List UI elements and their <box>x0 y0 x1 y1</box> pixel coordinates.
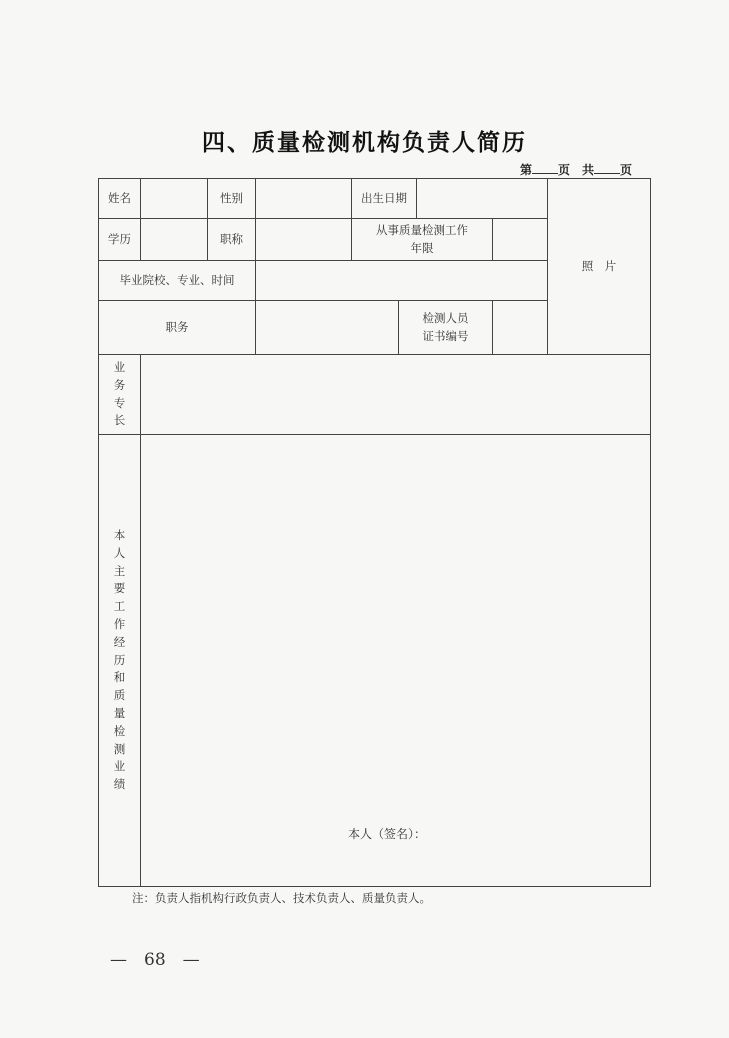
total-pages-blank[interactable] <box>594 163 620 174</box>
gender-field[interactable] <box>256 179 352 219</box>
professional-title-label: 职称 <box>208 219 256 261</box>
page-count-middle: 页 共 <box>558 163 595 177</box>
work-experience-field[interactable] <box>141 435 651 887</box>
page-count <box>520 161 632 178</box>
business-specialty-field[interactable] <box>141 355 651 435</box>
education-field[interactable] <box>141 219 208 261</box>
position-field[interactable] <box>256 301 399 355</box>
work-years-label: 从事质量检测工作 年限 <box>352 219 493 261</box>
page-count-suffix: 页 <box>620 163 633 177</box>
birth-date-label: 出生日期 <box>352 179 417 219</box>
school-major-time-field[interactable] <box>256 261 548 301</box>
professional-title-field[interactable] <box>256 219 352 261</box>
page-title: 四、质量检测机构负责人简历 <box>202 129 527 156</box>
work-years-field[interactable] <box>493 219 548 261</box>
signature-label: 本人（签名）： <box>348 827 427 842</box>
work-experience-label: 本 人 主 要 工 作 经 历 和 质 量 检 测 业 绩 <box>99 435 141 887</box>
page-number-blank[interactable] <box>532 163 558 174</box>
education-label: 学历 <box>99 219 141 261</box>
school-major-time-label: 毕业院校、专业、时间 <box>99 261 256 301</box>
name-field[interactable] <box>141 179 208 219</box>
name-label: 姓名 <box>99 179 141 219</box>
page-number: — 68 — <box>110 950 200 970</box>
inspector-cert-field[interactable] <box>493 301 548 355</box>
page-count-prefix: 第 <box>520 163 533 177</box>
birth-date-field[interactable] <box>417 179 548 219</box>
inspector-cert-label: 检测人员 证书编号 <box>399 301 493 355</box>
position-label: 职务 <box>99 301 256 355</box>
resume-form-table <box>98 178 651 887</box>
photo-box[interactable]: 照 片 <box>548 179 651 355</box>
business-specialty-label: 业 务 专 长 <box>99 355 141 435</box>
footnote: 注：负责人指机构行政负责人、技术负责人、质量负责人。 <box>132 891 431 905</box>
gender-label: 性别 <box>208 179 256 219</box>
